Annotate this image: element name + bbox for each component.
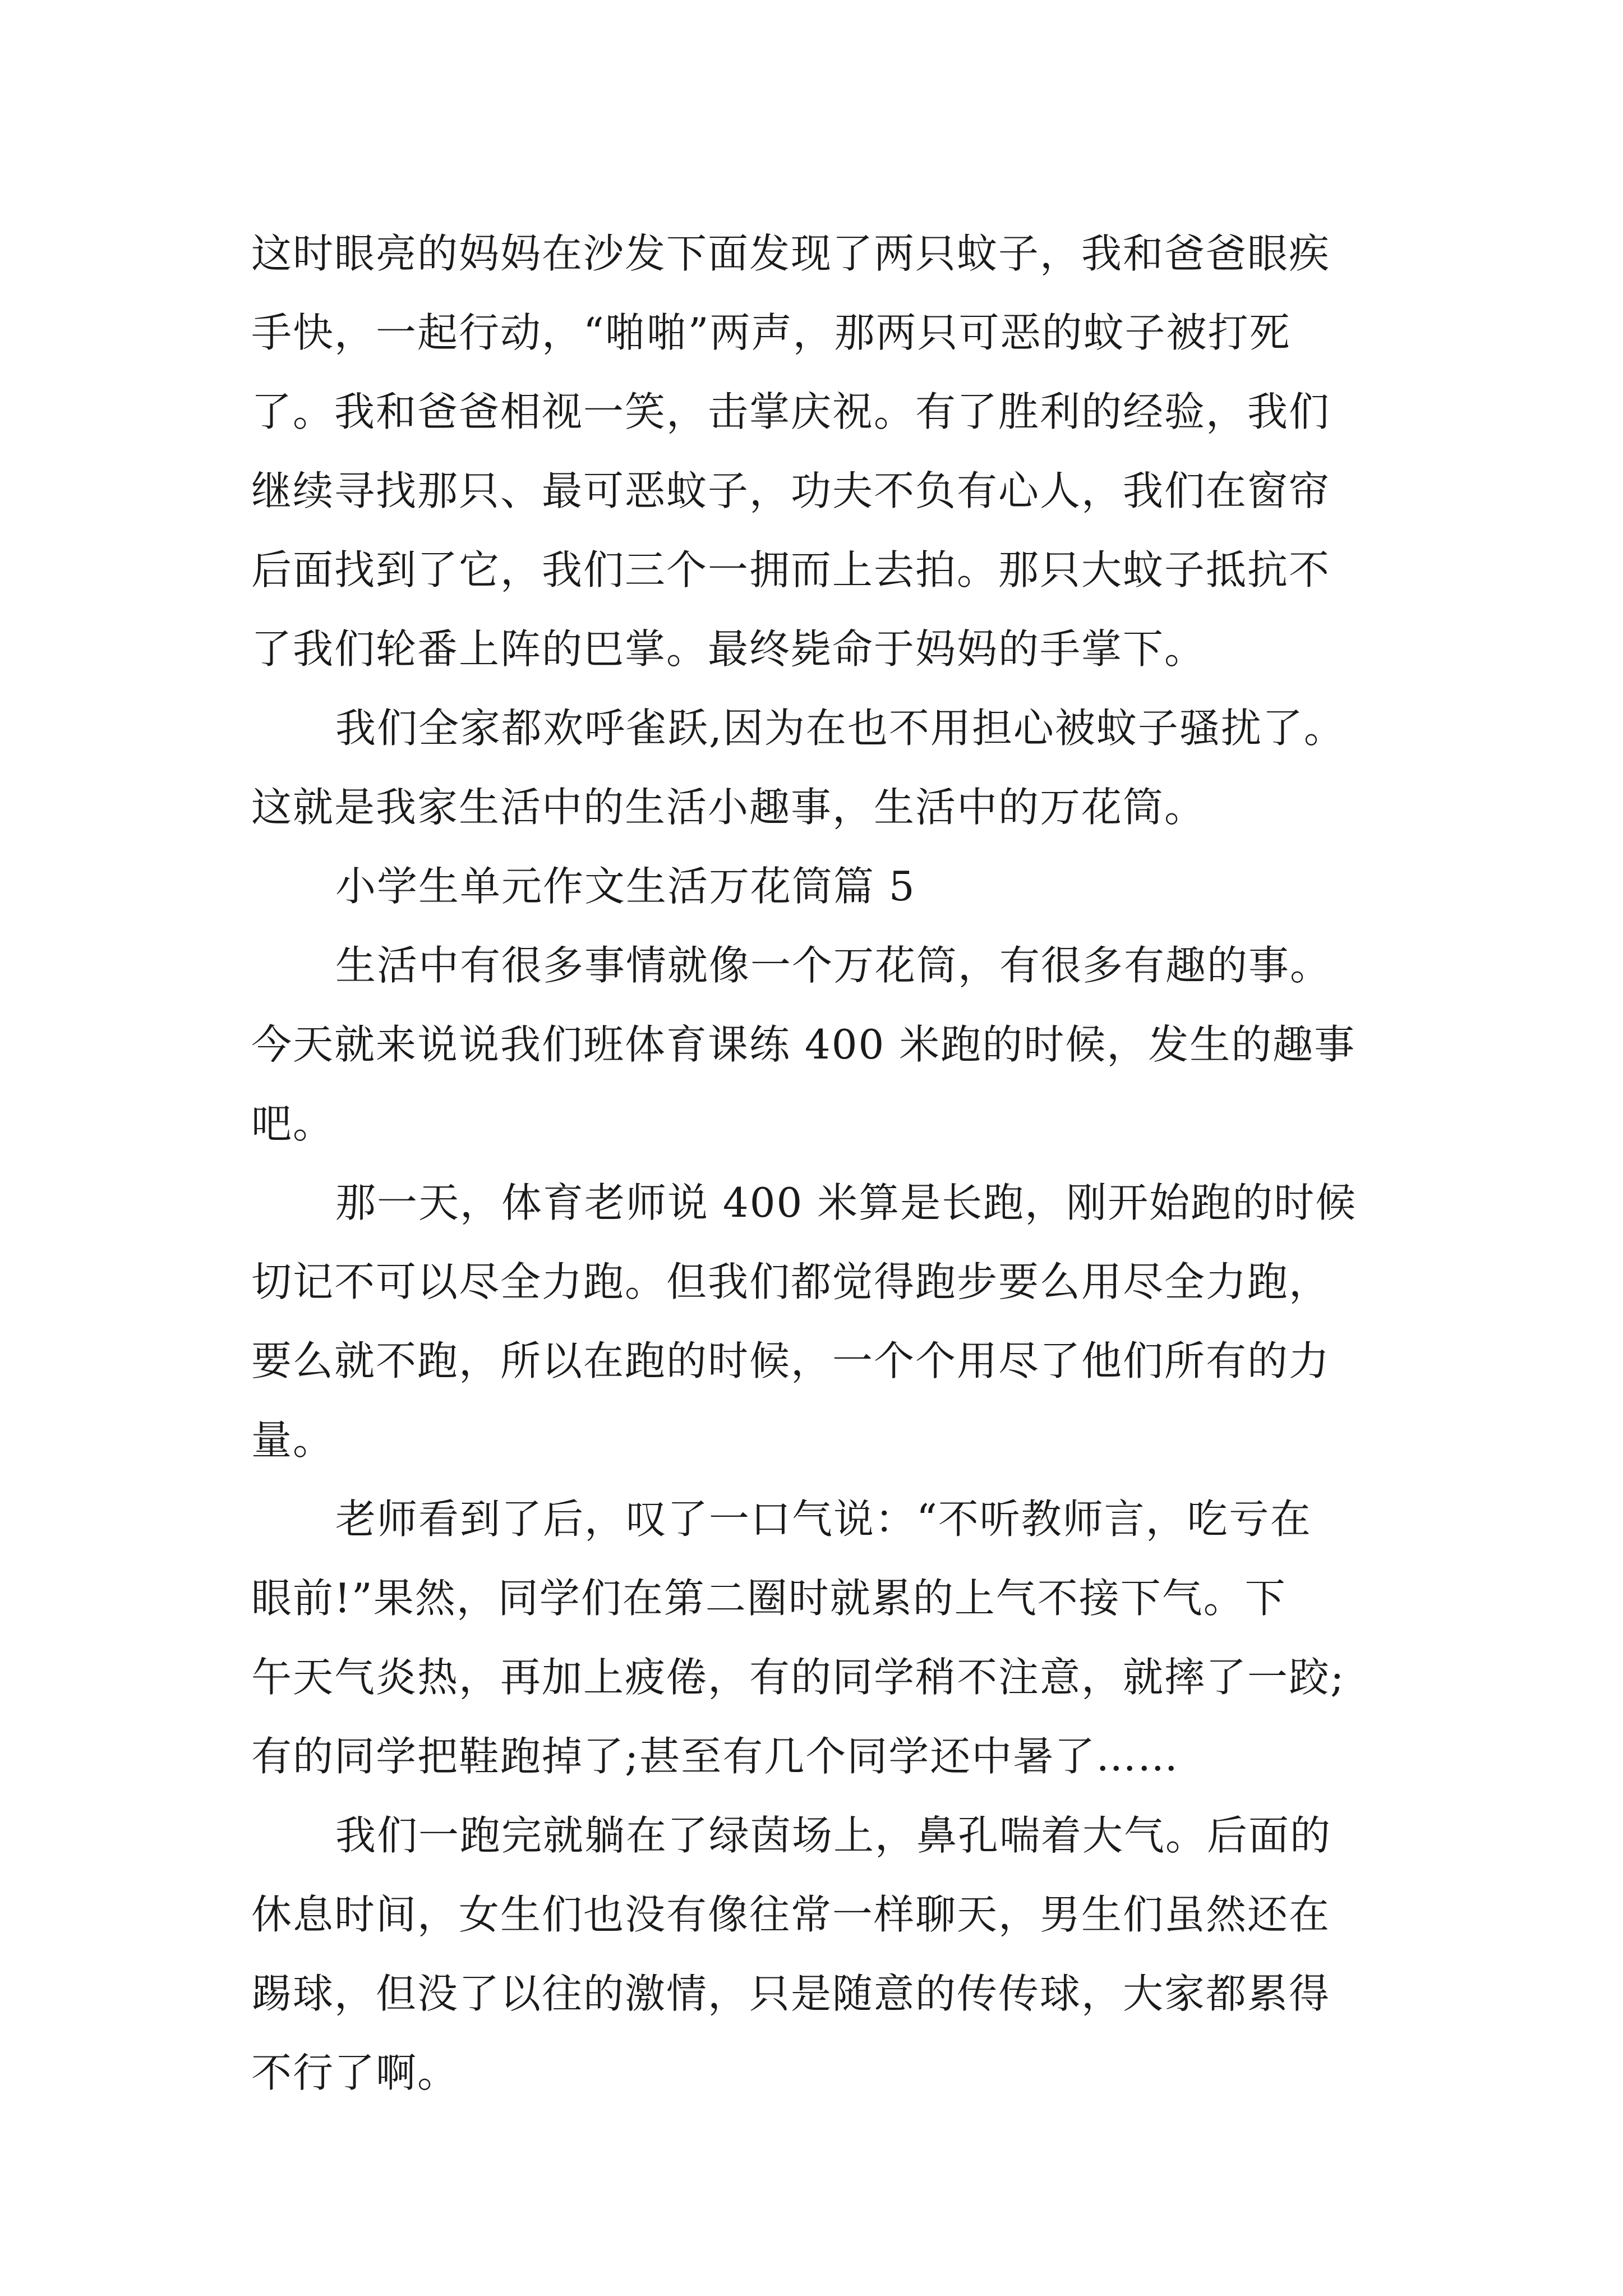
text-line: 生活中有很多事情就像一个万花筒，有很多有趣的事。	[335, 942, 1332, 989]
text-line: 这时眼亮的妈妈在沙发下面发现了两只蚊子，我和爸爸眼疾	[251, 230, 1331, 277]
text-line: 老师看到了后，叹了一口气说：“不听教师言，吃亏在	[335, 1496, 1312, 1543]
text-line: 小学生单元作文生活万花筒篇 5	[335, 863, 916, 910]
text-line: 午天气炎热，再加上疲倦，有的同学稍不注意，就摔了一跤;	[251, 1654, 1345, 1701]
text-line: 那一天，体育老师说 400 米算是长跑，刚开始跑的时候	[335, 1179, 1357, 1226]
text-line: 我们全家都欢呼雀跃,因为在也不用担心被蚊子骚扰了。	[335, 705, 1345, 752]
document-body	[251, 214, 1395, 2113]
text-line: 要么就不跑，所以在跑的时候，一个个用尽了他们所有的力	[251, 1337, 1331, 1384]
text-line: 不行了啊。	[251, 2049, 459, 2096]
text-line: 切记不可以尽全力跑。但我们都觉得跑步要么用尽全力跑，	[251, 1258, 1331, 1305]
text-line: 我们一跑完就躺在了绿茵场上，鼻孔喘着大气。后面的	[335, 1812, 1332, 1859]
text-line: 了我们轮番上阵的巴掌。最终毙命于妈妈的手掌下。	[251, 625, 1206, 673]
text-line: 了。我和爸爸相视一笑，击掌庆祝。有了胜利的经验，我们	[251, 388, 1331, 435]
text-line: 手快，一起行动，“啪啪”两声，那两只可恶的蚊子被打死	[251, 309, 1291, 356]
text-line: 这就是我家生活中的生活小趣事，生活中的万花筒。	[251, 784, 1206, 831]
text-line: 吧。	[251, 1100, 335, 1147]
text-line: 有的同学把鞋跑掉了;甚至有几个同学还中暑了……	[251, 1733, 1179, 1780]
text-line: 眼前!”果然，同学们在第二圈时就累的上气不接下气。下	[251, 1575, 1287, 1622]
text-line: 休息时间，女生们也没有像往常一样聊天，男生们虽然还在	[251, 1891, 1331, 1938]
text-line: 后面找到了它，我们三个一拥而上去拍。那只大蚊子抵抗不	[251, 546, 1331, 593]
text-line: 今天就来说说我们班体育课练 400 米跑的时候，发生的趣事	[251, 1021, 1356, 1068]
text-line: 继续寻找那只、最可恶蚊子，功夫不负有心人，我们在窗帘	[251, 467, 1331, 514]
text-line: 量。	[251, 1416, 335, 1464]
text-line: 踢球，但没了以往的激情，只是随意的传传球，大家都累得	[251, 1970, 1331, 2017]
